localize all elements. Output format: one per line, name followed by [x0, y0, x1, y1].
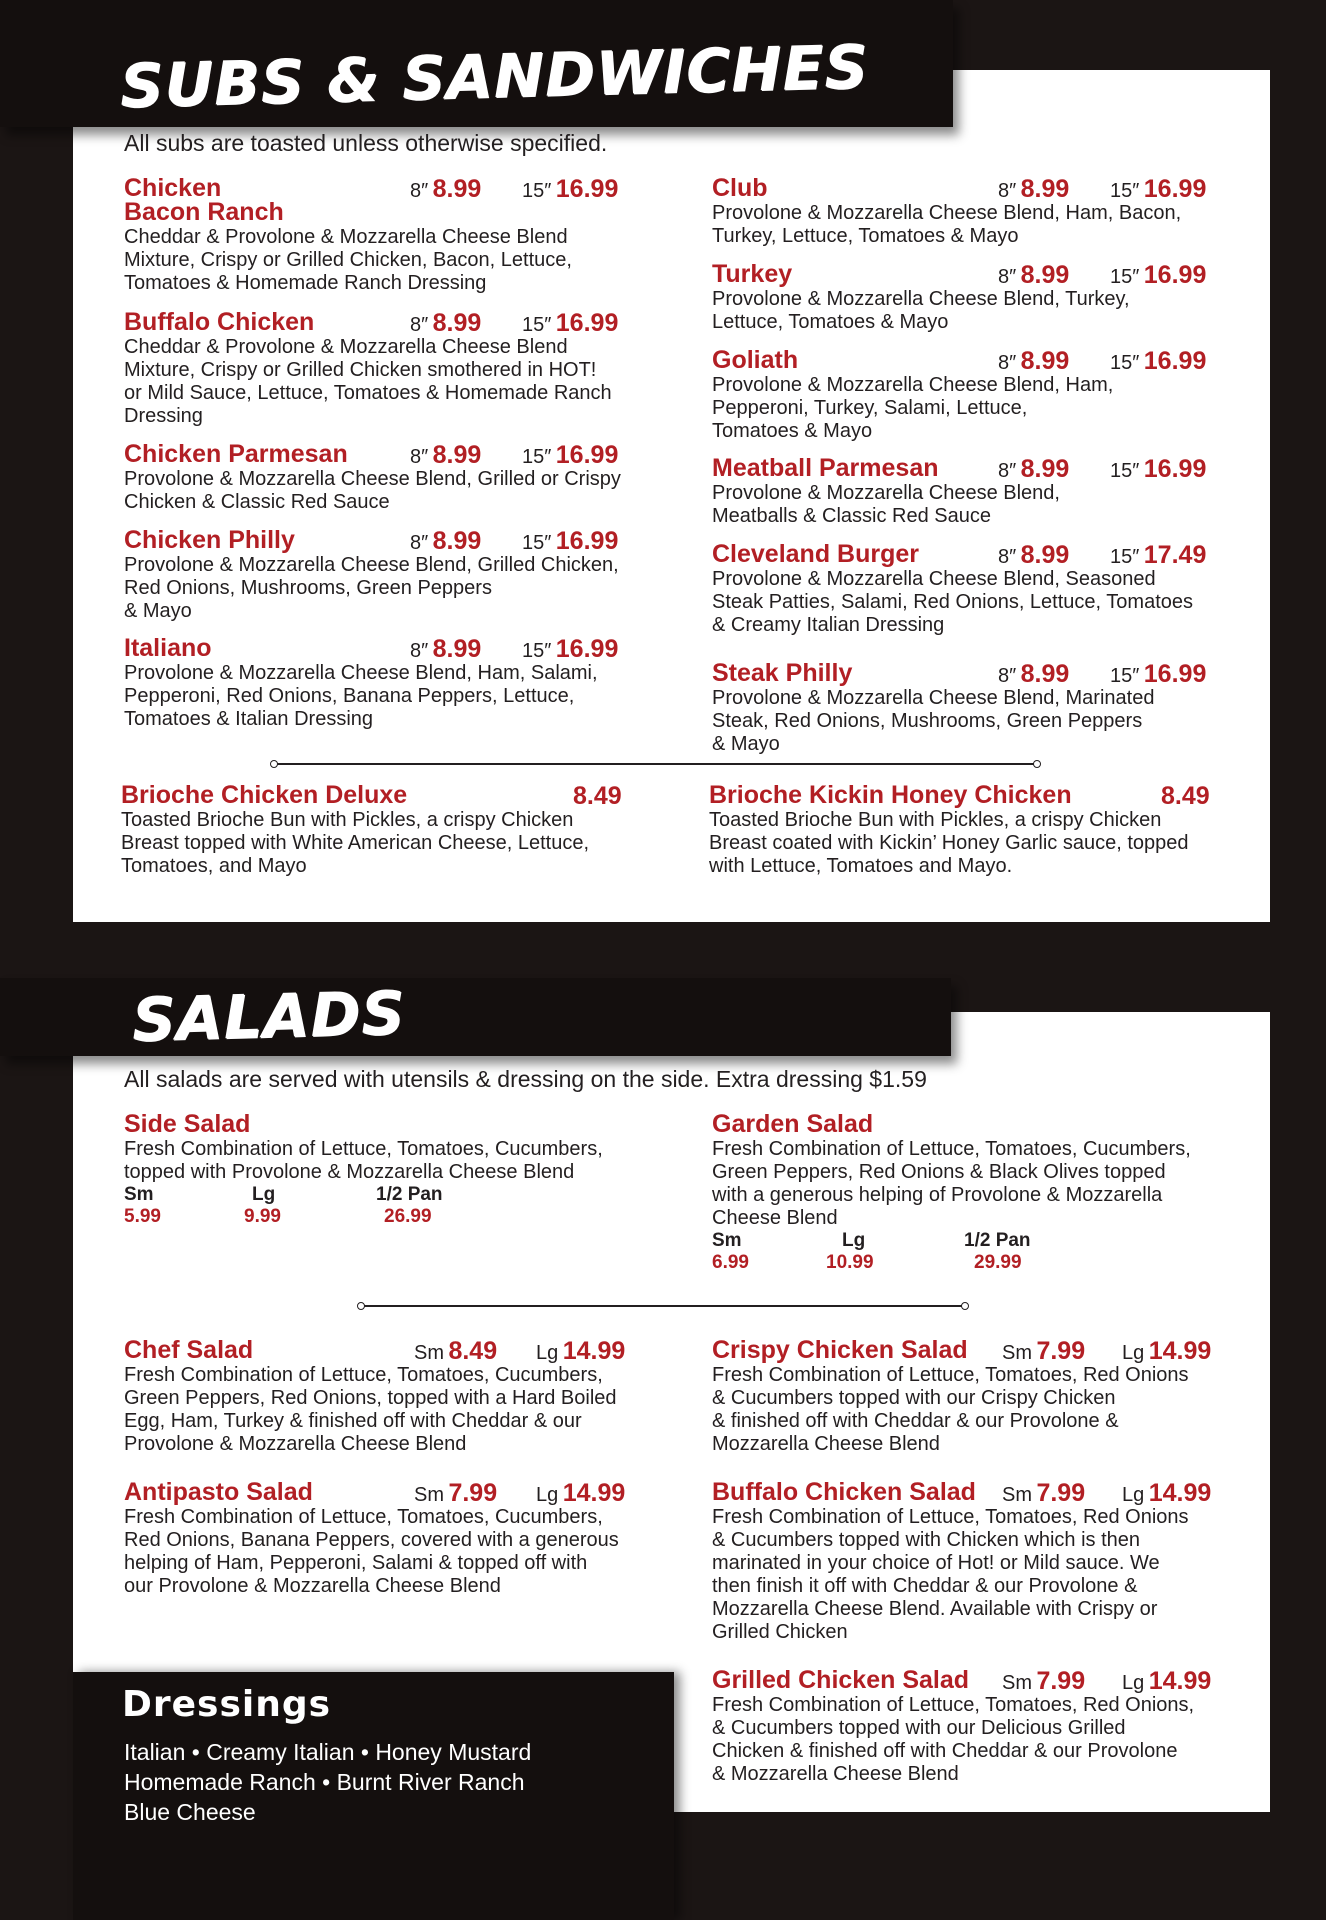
item-description: Fresh Combination of Lettuce, Tomatoes, Red Onions & Cucumbers topped with our Crispy Chicken & finished off with Cheddar & our Provolone & Mozzarella Cheese Blend [712, 1364, 1189, 1455]
size-label: 8″ [410, 180, 429, 202]
dressings-line: Blue Cheese [124, 1799, 256, 1825]
item-price: 5.99 [124, 1206, 161, 1227]
menu-item [709, 783, 1229, 878]
item-price: 16.99 [555, 441, 619, 469]
size-label: 8″ [998, 180, 1017, 202]
size-label: Sm [124, 1184, 154, 1205]
item-description: Cheddar & Provolone & Mozzarella Cheese Blend Mixture, Crispy or Grilled Chicken smothered in HOT! or Mild Sauce, Lettuce, Tomatoes & Homemade Ranch Dressing [124, 336, 612, 427]
menu-item [121, 783, 641, 878]
item-name: Buffalo Chicken [124, 308, 315, 336]
subs-title: SUBS & SANDWICHES [119, 32, 870, 122]
item-name: Antipasto Salad [124, 1478, 313, 1506]
item-price: 8.99 [1020, 261, 1070, 289]
item-price: 8.99 [432, 635, 482, 663]
size-label: 1/2 Pan [376, 1184, 443, 1205]
item-name: Chicken Philly [124, 526, 295, 554]
item-name: Brioche Chicken Deluxe [121, 781, 408, 809]
item-price: 8.99 [432, 527, 482, 555]
item-name: Side Salad [124, 1110, 251, 1138]
item-name: Garden Salad [712, 1110, 874, 1138]
size-label: 8″ [410, 446, 429, 468]
item-price: 8.49 [1161, 782, 1210, 810]
item-description: Provolone & Mozzarella Cheese Blend, Grilled Chicken, Red Onions, Mushrooms, Green Peppers & Mayo [124, 554, 619, 622]
menu-item [124, 1112, 664, 1228]
item-price: 6.99 [712, 1252, 749, 1273]
item-price: 8.49 [448, 1337, 498, 1365]
item-name: Brioche Kickin Honey Chicken [709, 781, 1072, 809]
item-description: Toasted Brioche Bun with Pickles, a crispy Chicken Breast coated with Kickin’ Honey Garlic sauce, topped with Lettuce, Tomatoes and Mayo. [709, 809, 1189, 877]
item-price: 16.99 [1143, 455, 1207, 483]
size-label: 15″ [522, 180, 552, 202]
item-price: 8.99 [1020, 175, 1070, 203]
size-label: Lg [536, 1484, 559, 1506]
item-description: Fresh Combination of Lettuce, Tomatoes, Cucumbers, Green Peppers, Red Onions & Black Olives topped with a generous helping of Provolone & Mozzarella Cheese Blend [712, 1138, 1191, 1229]
item-price: 16.99 [555, 309, 619, 337]
item-price: 14.99 [562, 1337, 626, 1365]
size-label: 15″ [522, 640, 552, 662]
size-label: Lg [252, 1184, 276, 1205]
item-price: 8.99 [1020, 347, 1070, 375]
subs-banner [0, 0, 953, 127]
item-price: 8.99 [432, 441, 482, 469]
item-price: 16.99 [1143, 175, 1207, 203]
menu-item [124, 636, 644, 731]
item-name: Grilled Chicken Salad [712, 1666, 970, 1694]
size-label: Sm [1002, 1484, 1032, 1506]
item-price: 16.99 [555, 175, 619, 203]
size-label: 15″ [1110, 665, 1140, 687]
menu-item [712, 262, 1232, 334]
item-price: 8.49 [573, 782, 622, 810]
section-divider [363, 1305, 963, 1307]
size-label: 15″ [1110, 460, 1140, 482]
subs-note: All subs are toasted unless otherwise specified. [124, 130, 608, 156]
item-price: 16.99 [555, 635, 619, 663]
item-name: Club [712, 174, 768, 202]
menu-item [712, 542, 1232, 637]
item-description: Provolone & Mozzarella Cheese Blend, Seasoned Steak Patties, Salami, Red Onions, Lettuce, Tomatoes & Creamy Italian Dressing [712, 568, 1193, 636]
item-price: 16.99 [1143, 261, 1207, 289]
size-label: 15″ [1110, 352, 1140, 374]
item-name: Chicken Bacon Ranch [124, 174, 284, 226]
item-description: Fresh Combination of Lettuce, Tomatoes, Cucumbers, topped with Provolone & Mozzarella Cheese Blend [124, 1138, 603, 1183]
size-label: Lg [536, 1342, 559, 1364]
item-description: Provolone & Mozzarella Cheese Blend, Ham, Salami, Pepperoni, Red Onions, Banana Peppers, Lettuce, Tomatoes & Italian Dressing [124, 662, 598, 730]
item-price: 7.99 [448, 1479, 498, 1507]
item-description: Provolone & Mozzarella Cheese Blend, Grilled or Crispy Chicken & Classic Red Sauce [124, 468, 621, 513]
menu-item [712, 456, 1232, 528]
size-label: Sm [1002, 1672, 1032, 1694]
item-description: Fresh Combination of Lettuce, Tomatoes, Red Onions, & Cucumbers topped with our Delicious Grilled Chicken & finished off with Cheddar & our Provolone & Mozzarella Cheese Blend [712, 1694, 1195, 1785]
menu-item [124, 176, 644, 295]
menu-item [712, 348, 1232, 443]
item-description: Fresh Combination of Lettuce, Tomatoes, Cucumbers, Red Onions, Banana Peppers, covered with a generous helping of Ham, Pepperoni, Salami & topped off with our Provolone & Mozzarella Cheese Blend [124, 1506, 619, 1597]
item-price: 8.99 [1020, 541, 1070, 569]
menu-item [712, 1668, 1252, 1786]
item-price: 17.49 [1143, 541, 1207, 569]
menu-item [124, 1338, 664, 1456]
size-label: 8″ [410, 640, 429, 662]
size-label: Lg [1122, 1672, 1145, 1694]
salads-banner [0, 978, 951, 1056]
item-description: Provolone & Mozzarella Cheese Blend, Ham, Bacon, Turkey, Lettuce, Tomatoes & Mayo [712, 202, 1182, 247]
menu-item [712, 661, 1232, 756]
item-price: 16.99 [1143, 347, 1207, 375]
dressings-line: Homemade Ranch • Burnt River Ranch [124, 1769, 525, 1795]
item-name: Goliath [712, 346, 799, 374]
item-price: 26.99 [384, 1206, 432, 1227]
item-description: Toasted Brioche Bun with Pickles, a crispy Chicken Breast topped with White American Cheese, Lettuce, Tomatoes, and Mayo [121, 809, 590, 877]
menu-item [712, 1480, 1252, 1644]
item-name: Crispy Chicken Salad [712, 1336, 968, 1364]
item-name: Turkey [712, 260, 793, 288]
dressings-title: Dressings [122, 1684, 332, 1725]
size-label: 15″ [1110, 180, 1140, 202]
size-label: 8″ [998, 460, 1017, 482]
item-price: 9.99 [244, 1206, 281, 1227]
item-price: 7.99 [1036, 1479, 1086, 1507]
menu-item [712, 1112, 1252, 1274]
item-name: Italiano [124, 634, 212, 662]
size-label: Sm [1002, 1342, 1032, 1364]
size-label: Sm [414, 1342, 444, 1364]
menu-item [124, 528, 644, 623]
item-price: 8.99 [1020, 660, 1070, 688]
size-label: 8″ [998, 665, 1017, 687]
item-description: Provolone & Mozzarella Cheese Blend, Turkey, Lettuce, Tomatoes & Mayo [712, 288, 1130, 333]
dressings-line: Italian • Creamy Italian • Honey Mustard [124, 1739, 532, 1765]
size-label: 8″ [410, 314, 429, 336]
size-label: 8″ [998, 352, 1017, 374]
item-price: 7.99 [1036, 1337, 1086, 1365]
size-label: 8″ [998, 266, 1017, 288]
salads-note: All salads are served with utensils & dressing on the side. Extra dressing $1.59 [124, 1066, 927, 1092]
size-label: 15″ [522, 532, 552, 554]
size-label: Sm [414, 1484, 444, 1506]
item-price: 16.99 [1143, 660, 1207, 688]
item-price: 14.99 [562, 1479, 626, 1507]
item-name: Steak Philly [712, 659, 853, 687]
item-price: 8.99 [432, 175, 482, 203]
item-name: Cleveland Burger [712, 540, 920, 568]
item-description: Cheddar & Provolone & Mozzarella Cheese Blend Mixture, Crispy or Grilled Chicken, Bacon, Lettuce, Tomatoes & Homemade Ranch Dressing [124, 226, 572, 294]
item-description: Provolone & Mozzarella Cheese Blend, Marinated Steak, Red Onions, Mushrooms, Green Peppers & Mayo [712, 687, 1155, 755]
size-label: 15″ [1110, 266, 1140, 288]
item-name: Meatball Parmesan [712, 454, 939, 482]
size-label: 8″ [998, 546, 1017, 568]
item-name: Chicken Parmesan [124, 440, 348, 468]
salads-title: SALADS [131, 978, 407, 1056]
menu-item [124, 310, 644, 428]
menu-item [124, 1480, 664, 1598]
item-name: Chef Salad [124, 1336, 254, 1364]
item-price: 16.99 [555, 527, 619, 555]
item-description: Provolone & Mozzarella Cheese Blend, Meatballs & Classic Red Sauce [712, 482, 1060, 527]
item-price: 8.99 [432, 309, 482, 337]
size-label: Lg [1122, 1342, 1145, 1364]
size-label: Lg [842, 1230, 866, 1251]
item-price: 7.99 [1036, 1667, 1086, 1695]
size-label: 15″ [522, 314, 552, 336]
item-name: Buffalo Chicken Salad [712, 1478, 976, 1506]
item-description: Fresh Combination of Lettuce, Tomatoes, Cucumbers, Green Peppers, Red Onions, topped with a Hard Boiled Egg, Ham, Turkey & finished off with Cheddar & our Provolone & Mozzarella Cheese Blend [124, 1364, 617, 1455]
size-label: 1/2 Pan [964, 1230, 1031, 1251]
size-label: 15″ [522, 446, 552, 468]
size-label: 8″ [410, 532, 429, 554]
item-price: 29.99 [974, 1252, 1022, 1273]
size-label: Sm [712, 1230, 742, 1251]
item-price: 10.99 [826, 1252, 874, 1273]
section-divider [276, 763, 1035, 765]
item-price: 8.99 [1020, 455, 1070, 483]
item-price: 14.99 [1148, 1667, 1212, 1695]
menu-item [124, 442, 644, 514]
size-label: 15″ [1110, 546, 1140, 568]
size-label: Lg [1122, 1484, 1145, 1506]
item-description: Fresh Combination of Lettuce, Tomatoes, Red Onions & Cucumbers topped with Chicken which is then marinated in your choice of Hot! or Mild sauce. We then finish it off with Cheddar & our Provolone & Mozzarella Cheese Blend. Available with Crispy or Grilled Chicken [712, 1506, 1189, 1643]
item-price: 14.99 [1148, 1479, 1212, 1507]
menu-item [712, 176, 1232, 248]
menu-item [712, 1338, 1252, 1456]
item-price: 14.99 [1148, 1337, 1212, 1365]
item-description: Provolone & Mozzarella Cheese Blend, Ham, Pepperoni, Turkey, Salami, Lettuce, Tomatoes & Mayo [712, 374, 1114, 442]
